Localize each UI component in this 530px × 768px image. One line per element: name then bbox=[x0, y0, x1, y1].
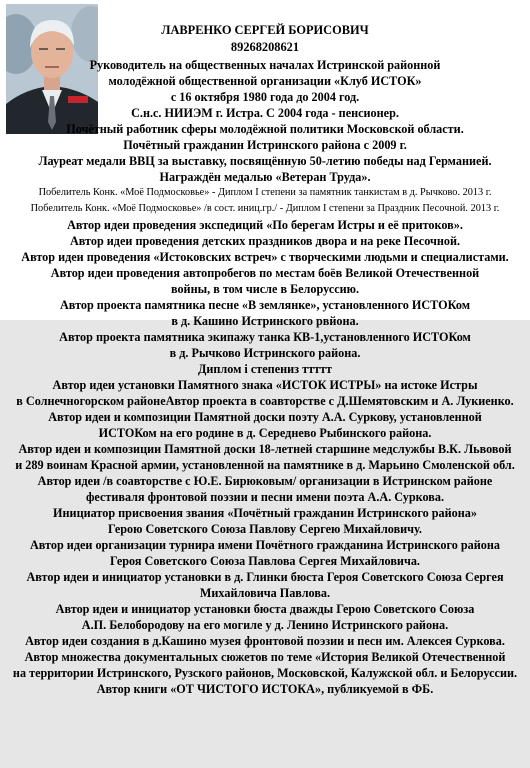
bio-line: Награждён медалью «Ветеран Труда». bbox=[159, 170, 371, 184]
bio-line: Лауреат медали ВВЦ за выставку, посвящённую 50-летию победы над Германией. bbox=[38, 154, 492, 168]
bio-line: Автор идеи создания в д.Кашино музея фронтовой поэзии и песн им. Алексея Суркова. bbox=[25, 634, 505, 648]
bio-line: Автор проекта памятника песне «В землянке», установленного ИСТОКом bbox=[59, 298, 471, 312]
bio-line: Автор идеи и инициатор установки в д. Глинки бюста Героя Советского Союза Сергея bbox=[26, 570, 504, 584]
bio-line: Автор идеи и композиции Памятной доски 18-летней старшине медслужбы В.К. Львовой bbox=[18, 442, 512, 456]
bio-line: Автор идеи проведения автопробегов по местам боёв Великой Отечественной bbox=[50, 266, 480, 280]
bio-line: Инициатор присвоения звания «Почётный гражданин Истринского района» bbox=[53, 506, 477, 520]
bio-line: и 289 воинам Красной армии, установленной на памятнике в д. Марьино Смоленской обл. bbox=[15, 458, 515, 472]
bio-line: Побелитель Конк. «Моё Подмосковье» - Диплом I степени за памятник танкистам в д. Рычково. 2013 г. bbox=[38, 187, 492, 198]
bio-line: Автор идеи и инициатор установки бюста дважды Герою Советского Союза bbox=[55, 602, 475, 616]
bio-line: Побелитель Конк. «Моё Подмосковье» /в сост. иниц.гр./ - Диплом I степени за Праздник Песочной. 2013 г. bbox=[30, 203, 500, 214]
bio-line: Автор идеи установки Памятного знака «ИСТОК ИСТРЫ» на истоке Истры bbox=[52, 378, 478, 392]
bio-line: ИСТОКом на его родине в д. Середнево Рыбинского района. bbox=[98, 426, 432, 440]
bio-line: Автор идеи проведения экспедиций «По берегам Истры и её притоков». bbox=[67, 218, 463, 232]
bio-line: с 16 октября 1980 года до 2004 год. bbox=[170, 90, 360, 104]
bio-line: Герою Советского Союза Павлову Сергею Михайловичу. bbox=[108, 522, 422, 536]
bio-line: фестиваля фронтовой поэзии и песни имени поэта А.А. Суркова. bbox=[85, 490, 445, 504]
person-phone: 89268208621 bbox=[230, 40, 300, 54]
bio-line: в Солнечногорском районеАвтор проекта в соавторстве с Д.Шемятовским и А. Лукиенко. bbox=[16, 394, 514, 408]
bio-line: войны, в том числе в Белоруссию. bbox=[170, 282, 360, 296]
bio-line: Автор идеи проведения «Истоковских встреч» с творческими людьми и специалистами. bbox=[21, 250, 509, 264]
bio-line: Почётный гражданин Истринского района с 2009 г. bbox=[123, 138, 407, 152]
bio-line: Автор множества документальных сюжетов по теме «История Великой Отечественной bbox=[24, 650, 506, 664]
bio-line: Диплом і степениз ттттт bbox=[197, 362, 333, 376]
bio-line: Автор идеи проведения детских праздников двора и на реке Песочной. bbox=[69, 234, 461, 248]
bio-line: Автор идеи и композиции Памятной доски поэту А.А. Суркову, установленной bbox=[48, 410, 482, 424]
bio-line: Руководитель на общественных началах Истринской районной bbox=[89, 58, 441, 72]
bio-line: Михайловича Павлова. bbox=[199, 586, 331, 600]
bio-line: С.н.с. НИИЭМ г. Истра. С 2004 года - пенсионер. bbox=[131, 106, 399, 120]
bio-line: на территории Истринского, Рузского районов, Московской, Калужской обл. и Белоруссии. bbox=[12, 666, 518, 680]
bio-line: Автор проекта памятника экипажу танка КВ-1,установленного ИСТОКом bbox=[59, 330, 471, 344]
bio-line: Героя Советского Союза Павлова Сергея Михайловича. bbox=[110, 554, 420, 568]
person-name: ЛАВРЕНКО СЕРГЕЙ БОРИСОВИЧ bbox=[161, 23, 369, 37]
bio-line: в д. Кашино Истринского рвйона. bbox=[171, 314, 359, 328]
bio-line: Автор книги «ОТ ЧИСТОГО ИСТОКА», публикуемой в ФБ. bbox=[96, 682, 434, 696]
bio-line: А.П. Белобородову на его могиле у д. Ленино Истринского района. bbox=[81, 618, 449, 632]
bio-line: молодёжной общественной организации «Клуб ИСТОК» bbox=[108, 74, 422, 88]
bio-line: Почётный работник сферы молодёжной политики Московской области. bbox=[66, 122, 464, 136]
bio-line: Автор идеи организации турнира имени Почётного гражданина Истринского района bbox=[29, 538, 501, 552]
bio-line: в д. Рычково Истринского района. bbox=[169, 346, 361, 360]
bio-line: Автор идеи /в соавторстве с Ю.Е. Бирюковым/ организации в Истринском районе bbox=[37, 474, 493, 488]
